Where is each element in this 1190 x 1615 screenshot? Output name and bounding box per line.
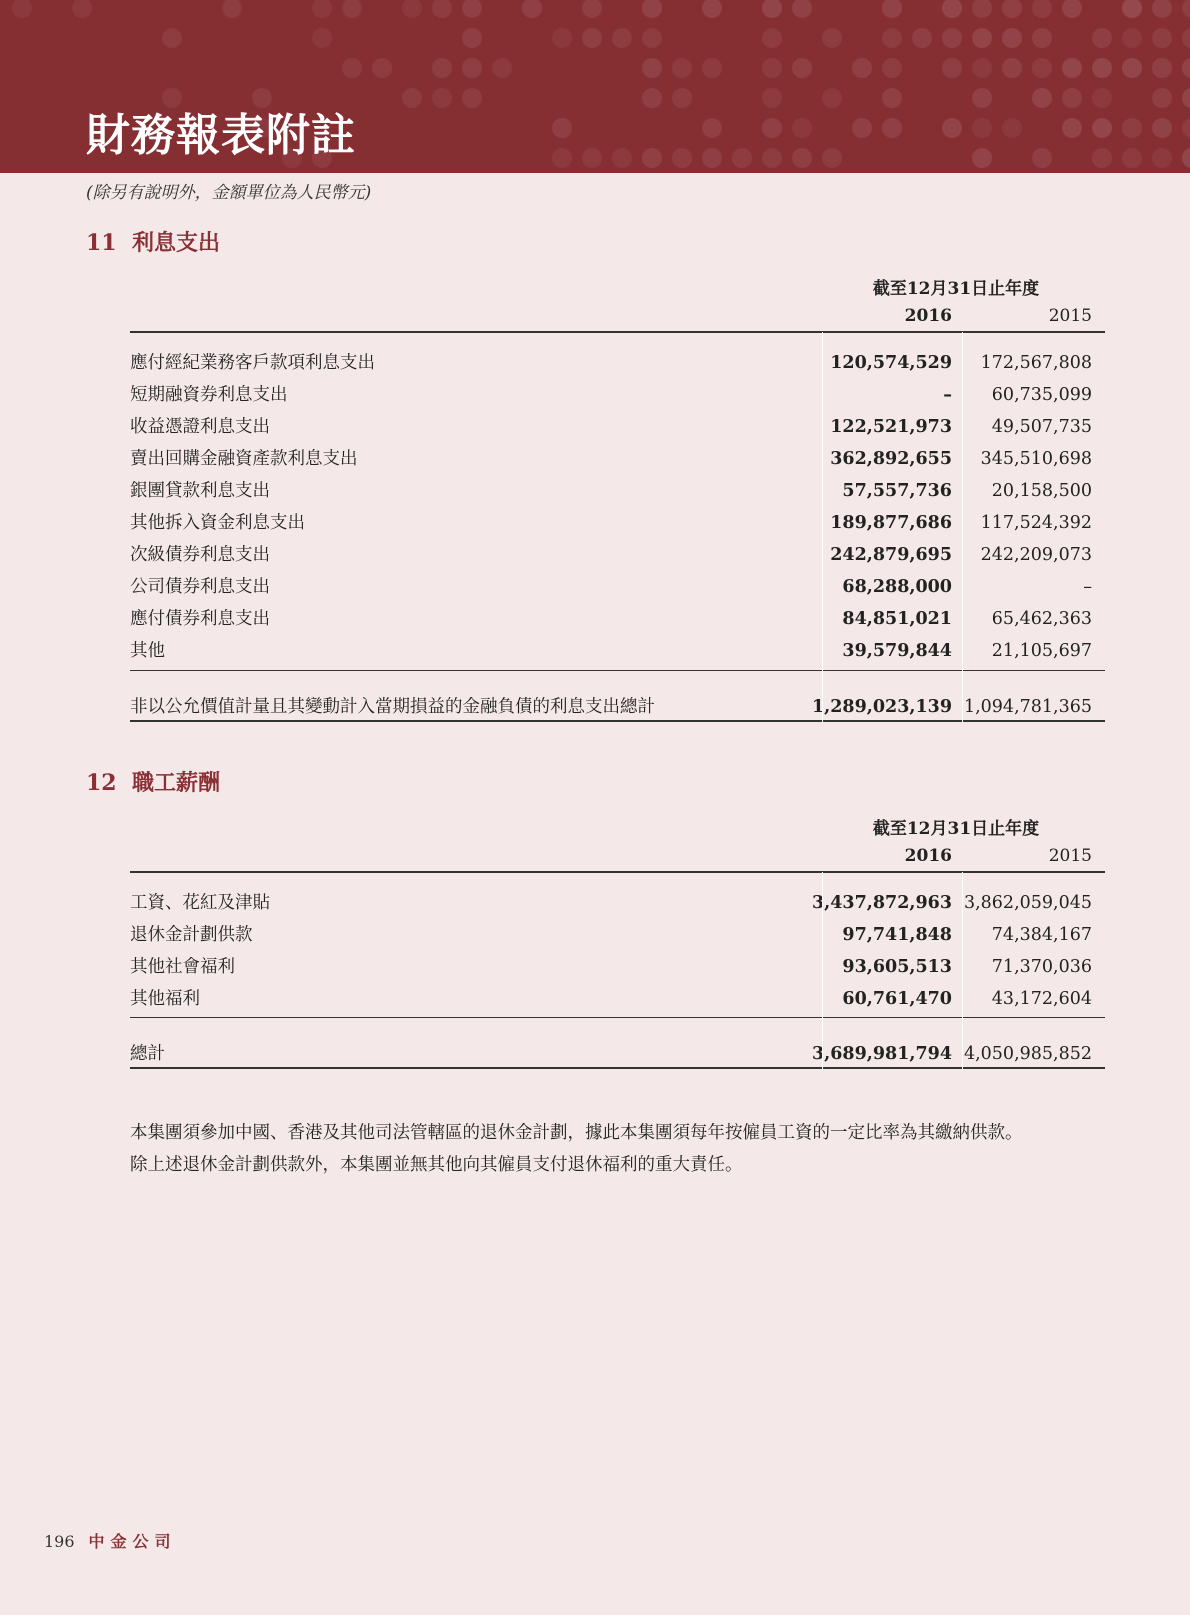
banner-dot: [792, 118, 812, 138]
banner-dot: [342, 58, 362, 78]
banner-dot: [1092, 58, 1112, 78]
banner-dot: [1122, 58, 1142, 78]
value-2015: 65,462,363: [991, 609, 1092, 629]
banner-dot: [1152, 118, 1172, 138]
page-number: 196: [44, 1532, 75, 1551]
banner-dot: [462, 88, 482, 108]
row-label: 收益憑證利息支出: [130, 417, 270, 437]
table-row: [130, 921, 1105, 949]
column-separator: [962, 332, 963, 722]
banner-dot: [882, 0, 902, 18]
value-2015: 172,567,808: [980, 353, 1092, 373]
year-header-2016: 2016: [904, 846, 952, 866]
table-row: [130, 541, 1105, 569]
period-header: 截至12月31日止年度: [872, 819, 1040, 839]
banner-dot: [972, 148, 992, 168]
row-label: 公司債券利息支出: [130, 577, 270, 597]
banner-dot: [1182, 58, 1190, 78]
value-2015: 242,209,073: [980, 545, 1092, 565]
banner-dot: [882, 88, 902, 108]
value-2016: 57,557,736: [842, 481, 952, 501]
row-label: 銀團貸款利息支出: [130, 481, 270, 501]
value-2016: 3,437,872,963: [811, 893, 952, 913]
value-2016: 39,579,844: [842, 641, 952, 661]
banner-dot: [762, 88, 782, 108]
banner-dot: [1062, 0, 1082, 18]
banner-dot: [912, 28, 932, 48]
total-2016: 3,689,981,794: [811, 1044, 952, 1064]
banner-dot: [462, 0, 482, 18]
company-name: 中金公司: [88, 1532, 177, 1551]
banner-dot: [1032, 0, 1052, 18]
banner-dot: [762, 118, 782, 138]
banner-dot: [1182, 88, 1190, 108]
note-line-1: 本集團須參加中國、香港及其他司法管轄區的退休金計劃，據此本集團須每年按僱員工資的一定比率為其繳納供款。: [130, 1123, 1023, 1143]
banner-dot: [762, 148, 782, 168]
row-label: 其他: [130, 641, 165, 661]
table-row: [130, 985, 1105, 1013]
banner-dot: [852, 58, 872, 78]
banner-dot: [582, 28, 602, 48]
section-heading-11: [86, 226, 220, 257]
row-label: 其他拆入資金利息支出: [130, 513, 305, 533]
total-2016: 1,289,023,139: [811, 697, 952, 717]
value-2015: 43,172,604: [991, 989, 1092, 1009]
section-number: 12: [86, 770, 117, 796]
banner-dot: [732, 148, 752, 168]
banner-dot: [552, 148, 572, 168]
value-2016: 97,741,848: [842, 925, 952, 945]
section-title: 利息支出: [132, 230, 221, 256]
banner-dot: [492, 58, 512, 78]
table-row: [130, 889, 1105, 917]
banner-dot: [372, 58, 392, 78]
total-row: [130, 693, 1105, 721]
banner-dot: [942, 58, 962, 78]
banner-dot: [882, 28, 902, 48]
banner-dot: [1092, 118, 1112, 138]
banner-dot: [1092, 148, 1112, 168]
banner-dot: [762, 58, 782, 78]
header-banner: [0, 0, 1190, 173]
value-2016: 189,877,686: [830, 513, 952, 533]
banner-dot: [462, 28, 482, 48]
banner-dot: [1122, 28, 1142, 48]
value-2015: 3,862,059,045: [963, 893, 1092, 913]
note-line-2: 除上述退休金計劃供款外，本集團並無其他向其僱員支付退休福利的重大責任。: [130, 1155, 743, 1175]
banner-dot: [1032, 88, 1052, 108]
banner-dot: [1092, 88, 1112, 108]
banner-dot: [1032, 58, 1052, 78]
banner-dot: [1182, 28, 1190, 48]
banner-dot: [852, 118, 872, 138]
value-2015: 74,384,167: [991, 925, 1092, 945]
banner-dot: [312, 0, 332, 18]
value-2016: 122,521,973: [830, 417, 952, 437]
row-label: 短期融資券利息支出: [130, 385, 288, 405]
value-2015: 60,735,099: [991, 385, 1092, 405]
year-header-2015: 2015: [1048, 846, 1092, 866]
banner-dot: [972, 58, 992, 78]
banner-dot: [1062, 88, 1082, 108]
banner-dot: [402, 88, 422, 108]
banner-dot: [1122, 118, 1142, 138]
banner-dot: [972, 28, 992, 48]
header-rule: [130, 331, 1105, 333]
banner-dot: [1152, 58, 1172, 78]
banner-dot: [942, 28, 962, 48]
banner-dot: [432, 0, 452, 18]
banner-dot: [552, 28, 572, 48]
total-rule: [130, 1067, 1105, 1069]
value-2015: 20,158,500: [991, 481, 1092, 501]
total-row: [130, 1040, 1105, 1068]
column-separator: [822, 872, 823, 1069]
banner-dot: [762, 28, 782, 48]
banner-dot: [702, 58, 722, 78]
banner-dot: [972, 0, 992, 18]
banner-dot: [1062, 58, 1082, 78]
banner-dot: [942, 118, 962, 138]
banner-dot: [522, 0, 542, 18]
total-label: 非以公允價值計量且其變動計入當期損益的金融負債的利息支出總計: [130, 697, 655, 717]
table-row: [130, 573, 1105, 601]
banner-dot: [762, 0, 782, 18]
row-label: 退休金計劃供款: [130, 925, 253, 945]
subtotal-rule: [130, 670, 1105, 671]
banner-dot: [822, 88, 842, 108]
value-2015: –: [1083, 577, 1092, 597]
row-label: 應付經紀業務客戶款項利息支出: [130, 353, 375, 373]
page-footer: [44, 1529, 177, 1552]
banner-dot: [582, 148, 602, 168]
banner-dot: [792, 58, 812, 78]
banner-dot: [252, 88, 272, 108]
subtotal-rule: [130, 1017, 1105, 1018]
value-2015: 49,507,735: [991, 417, 1092, 437]
total-2015: 4,050,985,852: [963, 1044, 1092, 1064]
banner-dot: [1182, 118, 1190, 138]
value-2016: 362,892,655: [830, 449, 952, 469]
row-label: 其他福利: [130, 989, 200, 1009]
banner-dot: [642, 28, 662, 48]
banner-dot: [822, 148, 842, 168]
table-row: [130, 445, 1105, 473]
banner-dot: [1122, 0, 1142, 18]
column-separator: [822, 332, 823, 722]
table-row: [130, 349, 1105, 377]
page-title: 財務報表附註: [86, 110, 356, 161]
value-2016: 84,851,021: [842, 609, 952, 629]
banner-dot: [1062, 118, 1082, 138]
table-row: [130, 509, 1105, 537]
header-rule: [130, 871, 1105, 873]
banner-dot: [702, 148, 722, 168]
banner-dot: [672, 88, 692, 108]
banner-dot: [1122, 148, 1142, 168]
year-header-2015: 2015: [1048, 306, 1092, 326]
banner-dot: [972, 88, 992, 108]
banner-dot: [1032, 148, 1052, 168]
table-row: [130, 477, 1105, 505]
interest-expense-table: [130, 272, 1105, 722]
staff-costs-table: [130, 812, 1105, 1072]
column-separator: [962, 872, 963, 1069]
period-header: 截至12月31日止年度: [872, 279, 1040, 299]
banner-dot: [1032, 28, 1052, 48]
banner-dot: [1152, 28, 1172, 48]
banner-dot: [402, 0, 422, 18]
value-2015: 345,510,698: [980, 449, 1092, 469]
banner-dot: [1002, 58, 1022, 78]
banner-dot: [942, 0, 962, 18]
banner-dot: [1152, 148, 1172, 168]
banner-dot: [72, 0, 92, 18]
banner-dot: [702, 118, 722, 138]
section-heading-12: [86, 766, 220, 797]
banner-dot: [642, 88, 662, 108]
section-title: 職工薪酬: [132, 770, 221, 796]
banner-dot: [432, 88, 452, 108]
total-label: 總計: [130, 1044, 165, 1064]
banner-dot: [612, 148, 632, 168]
row-label: 工資、花紅及津貼: [130, 893, 270, 913]
retirement-note: [130, 1117, 1110, 1181]
page-subtitle: (除另有說明外，金額單位為人民幣元): [86, 183, 372, 203]
banner-dot: [882, 118, 902, 138]
banner-dot: [462, 58, 482, 78]
banner-dot: [1182, 0, 1190, 18]
banner-dot: [1002, 28, 1022, 48]
banner-dot: [582, 0, 602, 18]
value-2015: 21,105,697: [991, 641, 1092, 661]
table-row: [130, 953, 1105, 981]
banner-dot: [552, 118, 572, 138]
table-row: [130, 605, 1105, 633]
banner-dot: [432, 58, 452, 78]
value-2016: 93,605,513: [842, 957, 952, 977]
banner-dot: [342, 0, 362, 18]
banner-dot: [12, 0, 32, 18]
banner-dot: [612, 28, 632, 48]
banner-dot: [792, 148, 812, 168]
table-row: [130, 381, 1105, 409]
banner-dot: [642, 58, 662, 78]
banner-dot: [822, 28, 842, 48]
row-label: 賣出回購金融資產款利息支出: [130, 449, 358, 469]
banner-dot: [1152, 88, 1172, 108]
year-header-2016: 2016: [904, 306, 952, 326]
banner-dot: [1182, 148, 1190, 168]
table-row: [130, 413, 1105, 441]
banner-dot: [672, 58, 692, 78]
value-2016: 68,288,000: [842, 577, 952, 597]
banner-dot: [702, 0, 722, 18]
total-rule: [130, 720, 1105, 722]
value-2016: 242,879,695: [830, 545, 952, 565]
banner-dot: [672, 148, 692, 168]
table-row: [130, 637, 1105, 665]
row-label: 應付債券利息支出: [130, 609, 270, 629]
banner-dot: [882, 58, 902, 78]
value-2016: 120,574,529: [830, 353, 952, 373]
value-2016: 60,761,470: [842, 989, 952, 1009]
section-number: 11: [86, 230, 117, 256]
banner-dot: [312, 28, 332, 48]
value-2015: 117,524,392: [980, 513, 1092, 533]
banner-dot: [1002, 0, 1022, 18]
banner-dot: [642, 148, 662, 168]
banner-dot: [792, 0, 812, 18]
row-label: 次級債券利息支出: [130, 545, 270, 565]
banner-dot: [1002, 118, 1022, 138]
banner-dot: [642, 0, 662, 18]
row-label: 其他社會福利: [130, 957, 235, 977]
banner-dot: [1152, 0, 1172, 18]
banner-dot: [972, 118, 992, 138]
value-2016: –: [943, 385, 952, 405]
banner-dot: [162, 28, 182, 48]
banner-dot: [1092, 28, 1112, 48]
banner-dot: [162, 88, 182, 108]
total-2015: 1,094,781,365: [963, 697, 1092, 717]
banner-dot: [222, 0, 242, 18]
value-2015: 71,370,036: [991, 957, 1092, 977]
